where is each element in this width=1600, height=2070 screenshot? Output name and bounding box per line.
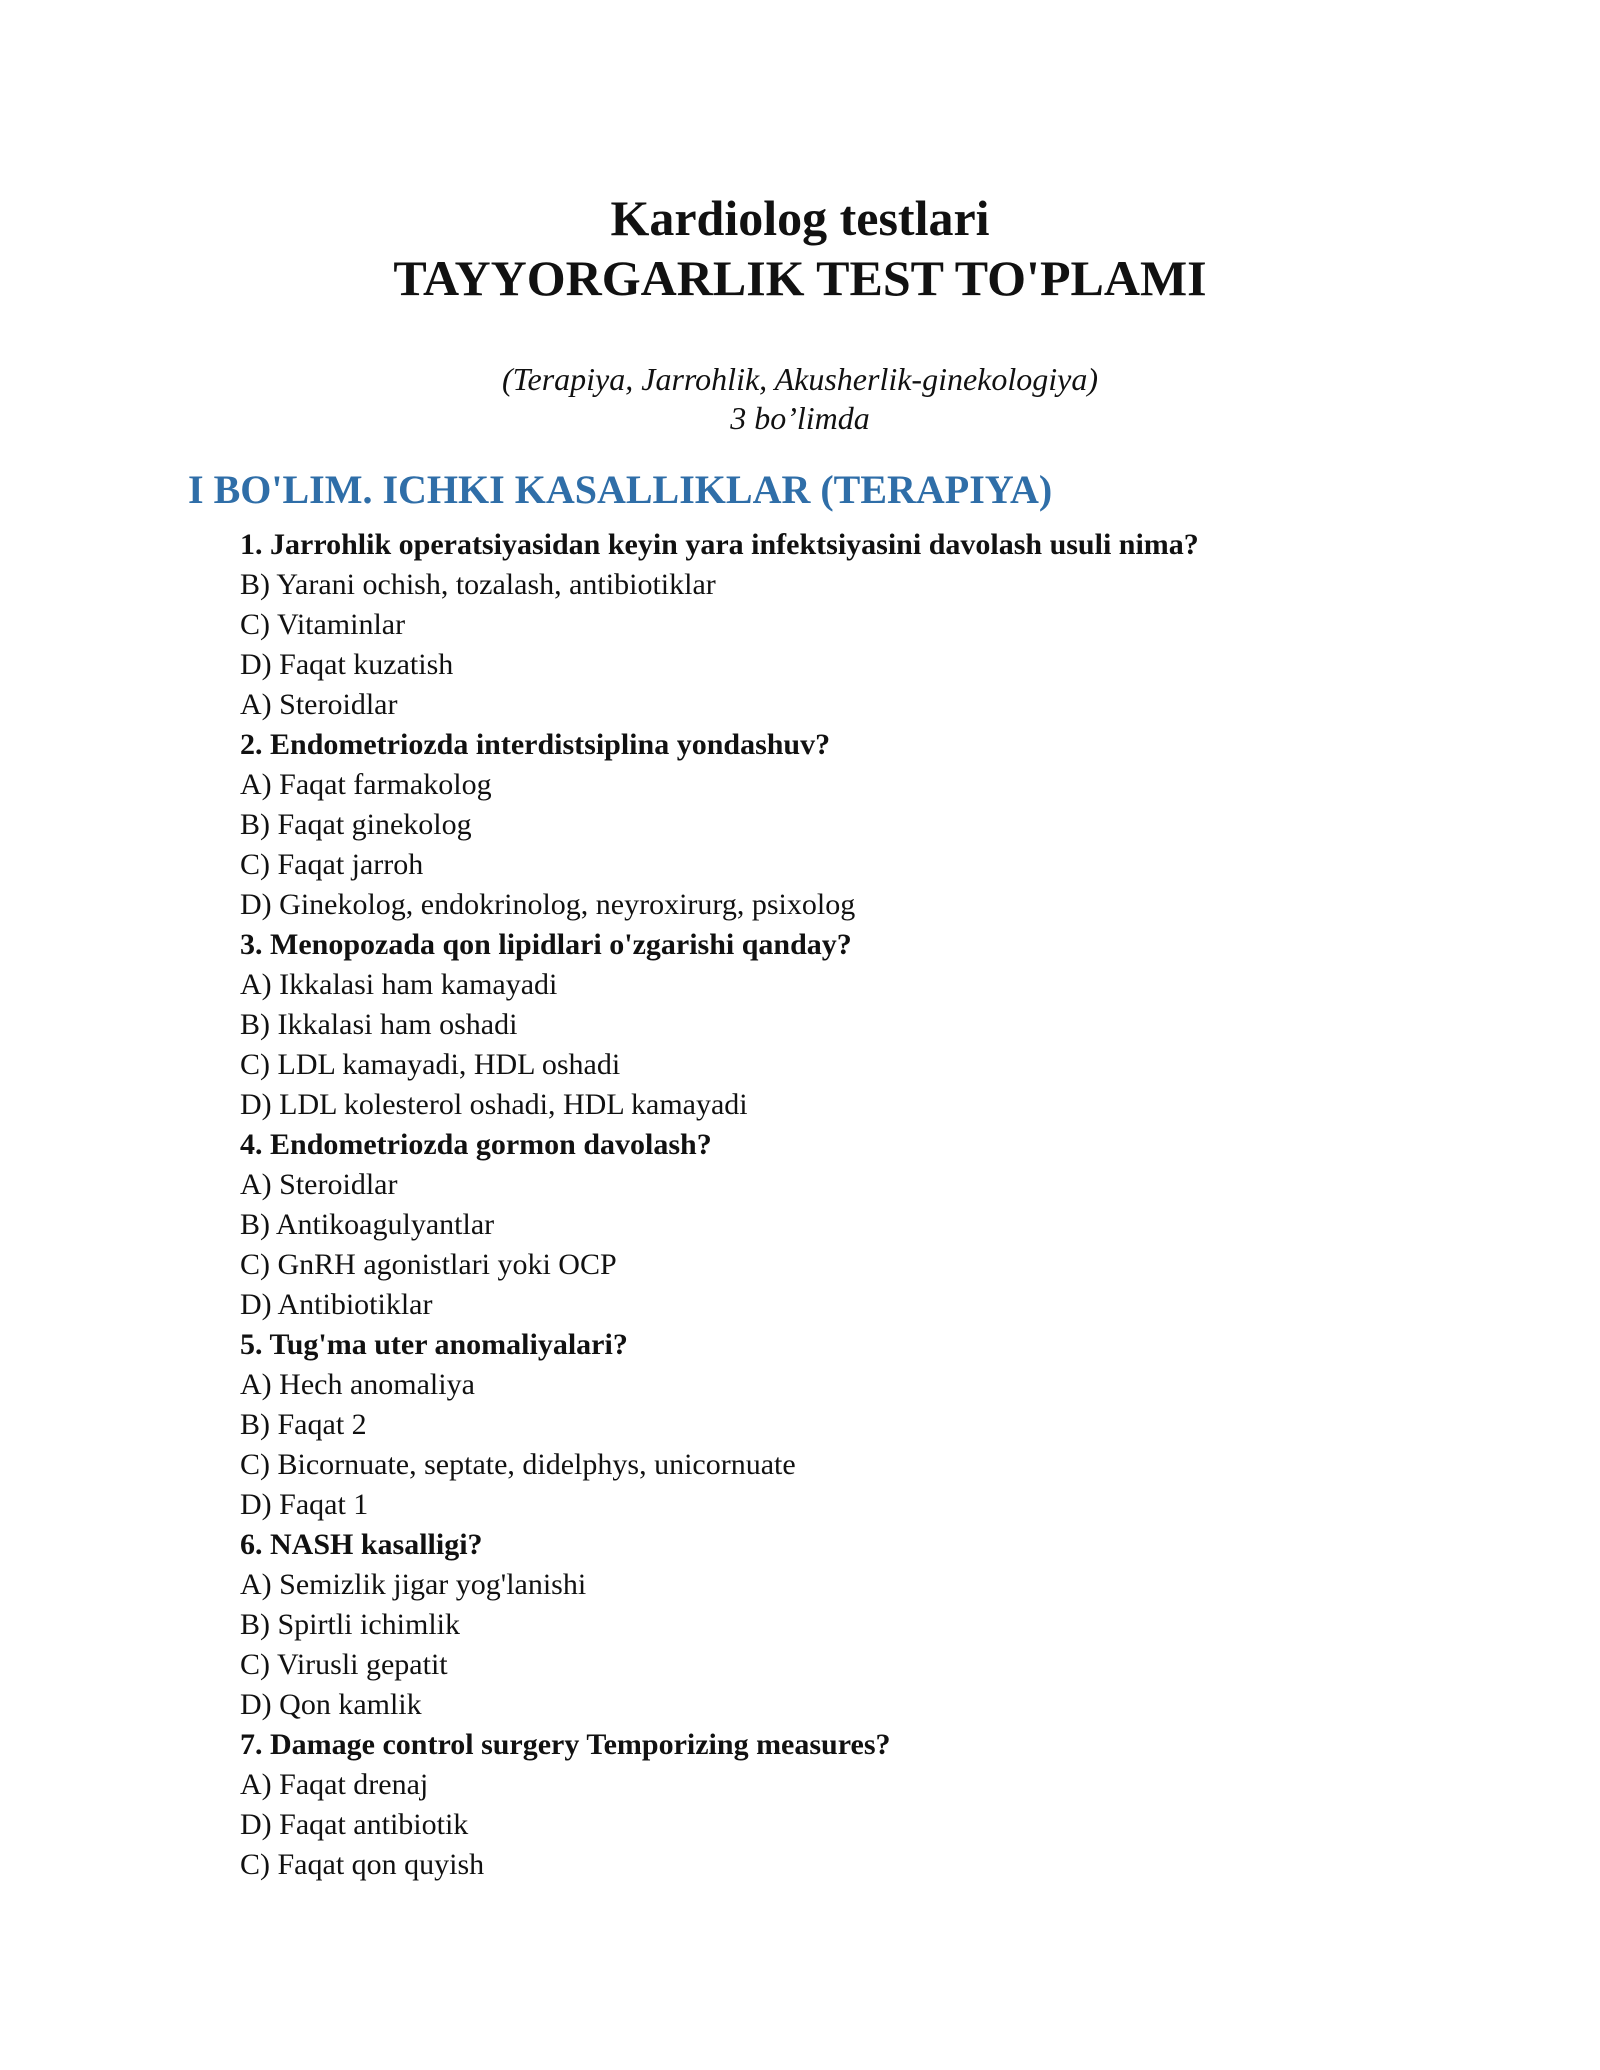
answer-option: A) Hech anomaliya (240, 1368, 475, 1401)
answer-option: C) Virusli gepatit (240, 1648, 448, 1681)
question-list (240, 525, 1490, 1885)
answer-option: B) Ikkalasi ham oshadi (240, 1008, 518, 1041)
document-subtitle-parts: 3 bo’limda (730, 400, 870, 436)
answer-option: B) Faqat ginekolog (240, 808, 472, 841)
answer-option: D) Ginekolog, endokrinolog, neyroxirurg, psixolog (240, 888, 856, 921)
answer-option: D) Faqat 1 (240, 1488, 369, 1521)
answer-option: A) Faqat drenaj (240, 1768, 429, 1801)
answer-option: B) Yarani ochish, tozalash, antibiotiklar (240, 568, 716, 601)
question-text: 2. Endometriozda interdistsiplina yondashuv? (240, 728, 831, 761)
answer-option: C) Faqat jarroh (240, 848, 424, 881)
question-item (240, 1125, 1490, 1325)
answer-option: C) LDL kamayadi, HDL oshadi (240, 1048, 621, 1081)
answer-option: A) Semizlik jigar yog'lanishi (240, 1568, 587, 1601)
question-item (240, 725, 1490, 925)
answer-option: A) Ikkalasi ham kamayadi (240, 968, 558, 1001)
title-block (0, 188, 1600, 308)
question-text: 4. Endometriozda gormon davolash? (240, 1128, 712, 1161)
question-item (240, 925, 1490, 1125)
answer-option: D) LDL kolesterol oshadi, HDL kamayadi (240, 1088, 748, 1121)
document-title: Kardiolog testlari (610, 190, 990, 246)
answer-option: D) Qon kamlik (240, 1688, 422, 1721)
answer-option: D) Antibiotiklar (240, 1288, 433, 1321)
answer-option: A) Faqat farmakolog (240, 768, 492, 801)
document-title-secondary: TAYYORGARLIK TEST TO'PLAMI (393, 250, 1207, 306)
question-item (240, 1325, 1490, 1525)
question-text: 1. Jarrohlik operatsiyasidan keyin yara infektsiyasini davolash usuli nima? (240, 528, 1199, 561)
subtitle-block (0, 360, 1600, 438)
answer-option: C) GnRH agonistlari yoki OCP (240, 1248, 617, 1281)
question-item (240, 525, 1490, 725)
answer-option: A) Steroidlar (240, 688, 398, 721)
answer-option: C) Faqat qon quyish (240, 1848, 485, 1881)
answer-option: C) Vitaminlar (240, 608, 406, 641)
answer-option: A) Steroidlar (240, 1168, 398, 1201)
document-subtitle: (Terapiya, Jarrohlik, Akusherlik-ginekologiya) (501, 361, 1099, 397)
question-item (240, 1725, 1490, 1885)
question-text: 5. Tug'ma uter anomaliyalari? (240, 1328, 628, 1361)
question-item (240, 1525, 1490, 1725)
answer-option: C) Bicornuate, septate, didelphys, unicornuate (240, 1448, 796, 1481)
answer-option: D) Faqat antibiotik (240, 1808, 469, 1841)
answer-option: B) Antikoagulyantlar (240, 1208, 495, 1241)
question-text: 7. Damage control surgery Temporizing measures? (240, 1728, 891, 1761)
question-text: 6. NASH kasalligi? (240, 1528, 483, 1561)
question-text: 3. Menopozada qon lipidlari o'zgarishi qanday? (240, 928, 852, 961)
answer-option: B) Spirtli ichimlik (240, 1608, 461, 1641)
section-heading: I BO'LIM. ICHKI KASALLIKLAR (TERAPIYA) (188, 467, 1053, 512)
answer-option: B) Faqat 2 (240, 1408, 367, 1441)
answer-option: D) Faqat kuzatish (240, 648, 454, 681)
